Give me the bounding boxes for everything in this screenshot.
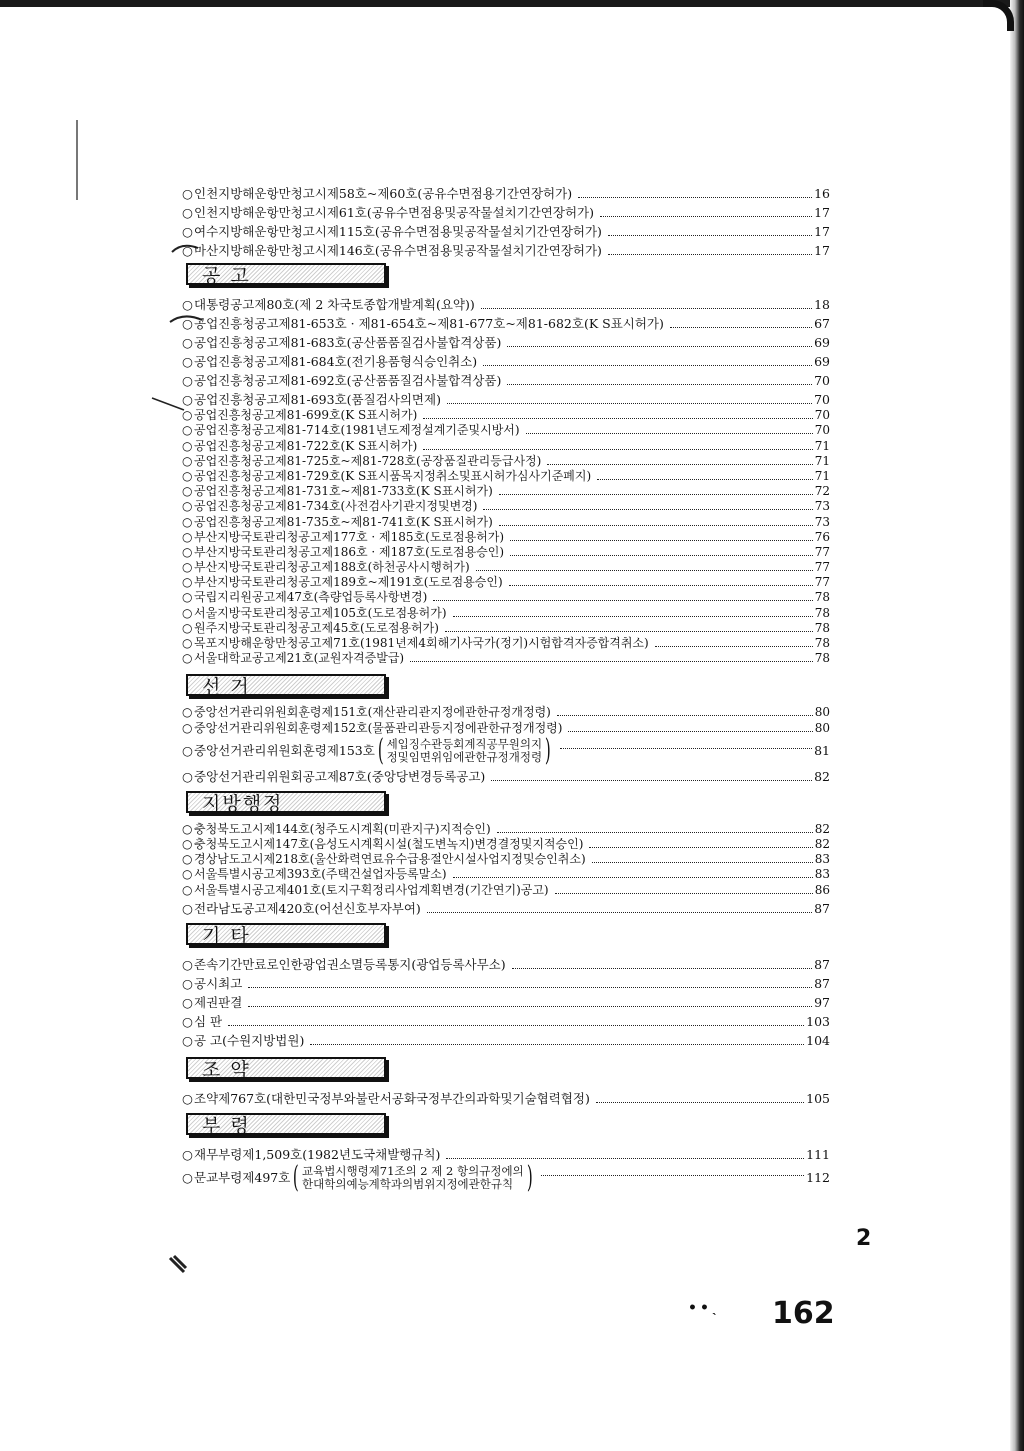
dot-leader: [499, 494, 813, 495]
bullet-circle: ○: [182, 852, 193, 867]
item-text: 경상남도고시제218호(울산화력연료유수급용절안시설사업지정및승인취소): [194, 852, 586, 867]
gonggo-list: [182, 294, 830, 408]
item-page: 70: [814, 423, 830, 438]
dot-leader: [228, 1025, 804, 1026]
list-item: [182, 313, 830, 332]
item-text: 공업진흥청공고제81-714호(1981년도제정설계기준및시방서): [194, 423, 520, 438]
item-page: 78: [814, 651, 830, 666]
section-title: 선 거: [202, 676, 251, 699]
dot-leader: [483, 365, 812, 366]
item-text: 중앙선거관리위원회훈령제152호(물품관리관등지정에관한규정개정령): [194, 720, 563, 735]
item-text: 심 판: [194, 1013, 223, 1029]
bullet-circle: ○: [182, 620, 193, 635]
item-page: 111: [806, 1146, 830, 1162]
item-page: 72: [814, 484, 830, 499]
bullet-circle: ○: [182, 468, 193, 483]
bullet-circle: ○: [182, 651, 193, 666]
dot-leader: [497, 832, 813, 833]
item-text: 재무부령제1,509호(1982년도국채발행규칙): [194, 1146, 441, 1162]
item-text-line: 교육법시행령제71조의 2 제 2 항의규정에의: [302, 1163, 524, 1178]
item-page: 69: [814, 354, 830, 369]
dot-leader: [589, 847, 812, 848]
gonggo-tight-list: [182, 408, 830, 666]
item-page: 87: [814, 900, 830, 916]
bullet-circle: ○: [182, 544, 193, 559]
item-page: 82: [814, 821, 830, 836]
item-text: 충청북도고시제147호(음성도시계획시설(철도변녹지)변경결정및지적승인): [194, 836, 584, 851]
dot-leader: [445, 631, 813, 632]
item-text: 인천지방해운항만청고시제58호~제60호(공유수면점용기간연장허가): [194, 186, 573, 201]
list-item: [182, 954, 830, 973]
bullet-circle: ○: [182, 1146, 193, 1162]
item-page: 17: [814, 243, 830, 258]
bullet-circle: ○: [182, 205, 193, 220]
list-item: [182, 766, 830, 785]
dot-leader: [510, 555, 813, 556]
list-item: [182, 651, 830, 666]
dot-leader: [578, 197, 812, 198]
dot-leader: [491, 780, 812, 781]
bullet-circle: ○: [182, 1013, 193, 1029]
dot-leader: [510, 540, 813, 541]
list-item: [182, 852, 830, 867]
jibang-list: [182, 822, 830, 898]
bullet-circle: ○: [182, 821, 193, 836]
table-of-contents: [182, 183, 830, 1193]
item-text: 중앙선거관리위원회훈령제153호: [194, 742, 375, 758]
dot-leader: [453, 877, 813, 878]
pre-list: [182, 183, 830, 259]
list-item: [182, 605, 830, 620]
bullet-circle: ○: [182, 867, 193, 882]
scan-border-right: [1010, 0, 1024, 1451]
bullet-circle: ○: [182, 994, 193, 1010]
item-text: 중앙선거관리위원회공고제87호(중앙당변경등록공고): [194, 768, 486, 784]
dot-leader: [499, 525, 813, 526]
section-title: 부 령: [202, 1114, 251, 1137]
dot-leader: [248, 1006, 812, 1007]
bullet-circle: ○: [182, 453, 193, 468]
dot-leader: [655, 646, 813, 647]
dot-leader: [512, 968, 812, 969]
dot-leader: [427, 912, 812, 913]
bullet-circle: ○: [182, 186, 193, 201]
bullet-circle: ○: [182, 408, 193, 423]
item-text: 공업진흥청공고제81-735호~제81-741호(K S표시허가): [194, 514, 493, 529]
dot-leader: [423, 418, 812, 419]
item-page: 71: [814, 468, 830, 483]
item-page: 70: [814, 373, 830, 388]
dot-leader: [447, 403, 812, 404]
item-text-line: 한대학의예능계학과의범위지정에관한규칙: [302, 1176, 514, 1191]
list-item-brace: ○ 문교부령제497호 ( 교육법시행령제71조의 2 제 2 항의규정에의 한대학의예능계학과의범위지정에관한규칙 ) 112: [182, 1159, 830, 1195]
item-page: 78: [814, 605, 830, 620]
list-item: [182, 1011, 830, 1030]
item-text: 공업진흥청공고제81-683호(공산품품질검사불합격상품): [194, 335, 502, 350]
folio-number: 162: [772, 1296, 835, 1331]
bullet-circle: ○: [182, 335, 193, 350]
section-header-gonggo: [186, 263, 830, 286]
item-page: 73: [814, 514, 830, 529]
item-page: 71: [814, 438, 830, 453]
item-page: 17: [814, 224, 830, 239]
dot-leader: [592, 862, 813, 863]
folio-marks: ••ˎ: [688, 1300, 720, 1316]
list-item: [182, 720, 830, 735]
seongeo-list-b: [182, 766, 830, 785]
item-page: 70: [814, 392, 830, 407]
item-text: 문교부령제497호: [194, 1169, 291, 1185]
section-header-buryeong: [186, 1113, 830, 1136]
item-page: 70: [814, 408, 830, 423]
item-text: 공업진흥청공고제81-729호(K S표시품목지정취소및표시허가심사기준폐지): [194, 468, 592, 483]
item-text: 충청북도고시제144호(청주도시계획(미관지구)지적승인): [194, 821, 491, 836]
dot-leader: [423, 449, 812, 450]
bullet-circle: ○: [182, 605, 193, 620]
list-item: [182, 898, 830, 917]
list-item: [182, 992, 830, 1011]
bullet-circle: ○: [182, 590, 193, 605]
dot-leader: [310, 1044, 804, 1045]
item-text: 공 고(수원지방법원): [194, 1032, 305, 1048]
item-page: 78: [814, 636, 830, 650]
dot-leader: [248, 987, 812, 988]
bullet-circle: ○: [182, 438, 193, 453]
item-page: 87: [814, 975, 830, 991]
bullet-circle: ○: [182, 373, 193, 388]
item-text: 공업진흥청공고제81-653호 · 제81-654호~제81-677호~제81-682호(K S표시허가): [194, 316, 664, 331]
dot-leader: [507, 346, 812, 347]
item-text-line: 정및임면위임에관한규정개정령: [386, 749, 543, 764]
dot-leader: [476, 570, 813, 571]
item-page: 83: [814, 867, 830, 882]
item-page: 71: [814, 453, 830, 468]
dot-leader: [568, 731, 812, 732]
item-page: 16: [814, 186, 830, 201]
dot-leader: [453, 616, 813, 617]
item-text: 인천지방해운항만청고시제61호(공유수면점용및공작물설치기간연장허가): [194, 205, 594, 220]
list-item: [182, 240, 830, 259]
list-item: [182, 221, 830, 240]
dot-leader: [557, 715, 813, 716]
item-text: 공업진흥청공고제81-699호(K S표시허가): [194, 408, 418, 423]
bullet-circle: ○: [182, 297, 193, 312]
bullet-circle: ○: [182, 720, 193, 735]
item-page: 112: [806, 1169, 830, 1185]
list-item: [182, 423, 830, 438]
item-page: 87: [814, 956, 830, 972]
list-item-brace: ○ 중앙선거관리위원회훈령제153호 ( 세입징수관등회계직공무원의지 정및임면위임에관한규정개정령 ) 81: [182, 732, 830, 768]
bullet-circle: ○: [182, 975, 193, 991]
item-page: 86: [814, 882, 830, 897]
list-item: [182, 530, 830, 545]
item-page: 104: [806, 1032, 830, 1048]
list-item: [182, 822, 830, 837]
item-page: 67: [814, 316, 830, 331]
dot-leader: [608, 254, 812, 255]
bullet-circle: ○: [182, 514, 193, 529]
gita-list: [182, 954, 830, 1049]
list-item: [182, 389, 830, 408]
bullet-circle: ○: [182, 392, 193, 407]
item-page: 73: [814, 499, 830, 514]
dot-leader: [481, 308, 812, 309]
margin-mark: [76, 120, 78, 200]
list-item: [182, 560, 830, 575]
dot-leader: [555, 893, 813, 894]
list-item: [182, 867, 830, 882]
item-text: 조약제767호(대한민국정부와불란서공화국정부간의과학및기술협력협정): [194, 1090, 590, 1106]
bullet-circle: ○: [182, 836, 193, 851]
item-text: 서울특별시공고제401호(토지구획정리사업계획변경(기간연기)공고): [194, 882, 549, 897]
list-item: [182, 636, 830, 651]
list-item: [182, 514, 830, 529]
pen-mark-4: [166, 1252, 190, 1276]
item-text-line: 세입징수관등회계직공무원의지: [386, 736, 543, 751]
item-page: 77: [814, 560, 830, 575]
list-item: [182, 183, 830, 202]
item-text: 부산지방국토관리청공고제189호~제191호(도로점용승인): [194, 575, 503, 590]
item-page: 78: [814, 590, 830, 605]
list-item: [182, 575, 830, 590]
item-text: 공업진흥청공고제81-692호(공산품품질검사불합격상품): [194, 373, 502, 388]
bullet-circle: ○: [182, 243, 193, 258]
item-text: 공업진흥청공고제81-725호~제81-728호(공장품질관리등급사정): [194, 453, 542, 468]
list-item: [182, 370, 830, 389]
buryeong-list: [182, 1144, 830, 1163]
item-text: 공업진흥청공고제81-731호~제81-733호(K S표시허가): [194, 484, 493, 499]
item-page: 105: [806, 1090, 830, 1106]
item-page: 82: [814, 768, 830, 784]
list-item: [182, 469, 830, 484]
dot-leader: [483, 509, 812, 510]
item-page: 18: [814, 297, 830, 312]
item-page: 97: [814, 994, 830, 1010]
item-text: 서울특별시공고제393호(주택건설업자등록말소): [194, 867, 447, 882]
list-item: [182, 294, 830, 313]
seongeo-list: [182, 705, 830, 735]
list-item: [182, 499, 830, 514]
bullet-circle: ○: [182, 575, 193, 590]
dot-leader: [526, 433, 813, 434]
list-item: [182, 1088, 830, 1107]
section-title: 공 고: [202, 265, 251, 287]
jibang-list-b: [182, 898, 830, 917]
item-text: 목포지방해운항만청공고제71호(1981년제4회해기사국가(정기)시험합격자증합격취소): [194, 636, 649, 650]
list-item: [182, 545, 830, 560]
item-text: 공업진흥청공고제81-722호(K S표시허가): [194, 438, 418, 453]
item-page: 83: [814, 852, 830, 867]
section-header-seongeo: [186, 674, 830, 697]
bullet-circle: ○: [182, 560, 193, 575]
list-item: [182, 837, 830, 852]
section-title: 기 타: [202, 924, 251, 947]
list-item: [182, 484, 830, 499]
bullet-circle: ○: [182, 423, 193, 438]
item-page: 78: [814, 620, 830, 635]
bullet-circle: ○: [182, 1090, 193, 1106]
bullet-circle: ○: [182, 882, 193, 897]
dot-leader: [446, 1158, 804, 1159]
bullet-circle: ○: [182, 636, 193, 650]
list-item: [182, 590, 830, 605]
item-text: 제권판결: [194, 994, 243, 1010]
item-page: 103: [806, 1013, 830, 1029]
list-item: [182, 973, 830, 992]
item-text: 여수지방해운항만청고시제115호(공유수면점용및공작물설치기간연장허가): [194, 224, 602, 239]
dot-leader: [608, 235, 812, 236]
bullet-circle: ○: [182, 705, 193, 720]
dot-leader: [670, 327, 812, 328]
item-page: 80: [814, 705, 830, 720]
list-item: [182, 705, 830, 720]
bullet-circle: ○: [182, 224, 193, 239]
item-page: 17: [814, 205, 830, 220]
bullet-circle: ○: [182, 1032, 193, 1048]
scan-border-top: [0, 0, 1024, 7]
item-text: 공시최고: [194, 975, 243, 991]
item-text: 부산지방국토관리청공고제188호(하천공사시행허가): [194, 560, 470, 575]
item-page: 82: [814, 836, 830, 851]
item-text: 대통령공고제80호(제 2 차국토종합개발계획(요약)): [194, 297, 475, 312]
list-item: [182, 202, 830, 221]
item-text: 존속기간만료로인한광업권소멸등록통지(광업등록사무소): [194, 956, 506, 972]
dot-leader: [507, 384, 812, 385]
dot-leader: [410, 661, 813, 662]
list-item: [182, 438, 830, 453]
item-text: 공업진흥청공고제81-684호(전기용품형식승인취소): [194, 354, 478, 369]
list-item: [182, 882, 830, 897]
list-item: [182, 1030, 830, 1049]
list-item: [182, 351, 830, 370]
bullet-circle: ○: [182, 354, 193, 369]
bullet-circle: ○: [182, 900, 193, 916]
side-number: 2: [856, 1226, 872, 1251]
dot-leader: [596, 1102, 804, 1103]
bullet-circle: ○: [182, 484, 193, 499]
item-text: 부산지방국토관리청공고제186호 · 제187호(도로점용승인): [194, 544, 505, 559]
item-text: 서울지방국토관리청공고제105호(도로점용허가): [194, 605, 447, 620]
item-text: 마산지방해운항만청고시제146호(공유수면점용및공작물설치기간연장허가): [194, 243, 602, 258]
list-item: [182, 408, 830, 423]
bullet-circle: ○: [182, 768, 193, 784]
item-page: 77: [814, 544, 830, 559]
dot-leader: [597, 479, 813, 480]
section-title: 지방행정: [202, 792, 284, 815]
item-page: 69: [814, 335, 830, 350]
item-text: 공업진흥청공고제81-734호(사전검사기관지정및변경): [194, 499, 478, 514]
list-item: [182, 1144, 830, 1163]
list-item: [182, 621, 830, 636]
bullet-circle: ○: [182, 956, 193, 972]
joyak-list: [182, 1088, 830, 1107]
dot-leader: [433, 600, 812, 601]
section-header-jibang: [186, 791, 830, 814]
item-text: 공업진흥청공고제81-693호(품질검사의면제): [194, 392, 441, 407]
item-text: 중앙선거관리위원회훈령제151호(재산관리관지정에관한규정개정령): [194, 705, 551, 720]
item-text: 원주지방국토관리청공고제45호(도로점용허가): [194, 620, 439, 635]
list-item: [182, 332, 830, 351]
section-header-joyak: [186, 1057, 830, 1080]
item-page: 76: [814, 529, 830, 544]
section-header-gita: [186, 923, 830, 946]
bullet-circle: ○: [182, 316, 193, 331]
dot-leader: [509, 585, 813, 586]
list-item: [182, 454, 830, 469]
item-page: 80: [814, 720, 830, 735]
dot-leader: [547, 464, 812, 465]
item-text: 국립지리원공고제47호(측량업등록사항변경): [194, 590, 428, 605]
bullet-circle: ○: [182, 529, 193, 544]
item-text: 전라남도공고제420호(어선신호부자부여): [194, 900, 421, 916]
item-text: 서울대학교공고제21호(교원자격증발급): [194, 651, 405, 666]
bullet-circle: ○: [182, 499, 193, 514]
item-page: 81: [814, 742, 830, 758]
item-page: 77: [814, 575, 830, 590]
item-text: 부산지방국토관리청공고제177호 · 제185호(도로점용허가): [194, 529, 505, 544]
dot-leader: [600, 216, 812, 217]
section-title: 조 약: [202, 1058, 251, 1081]
